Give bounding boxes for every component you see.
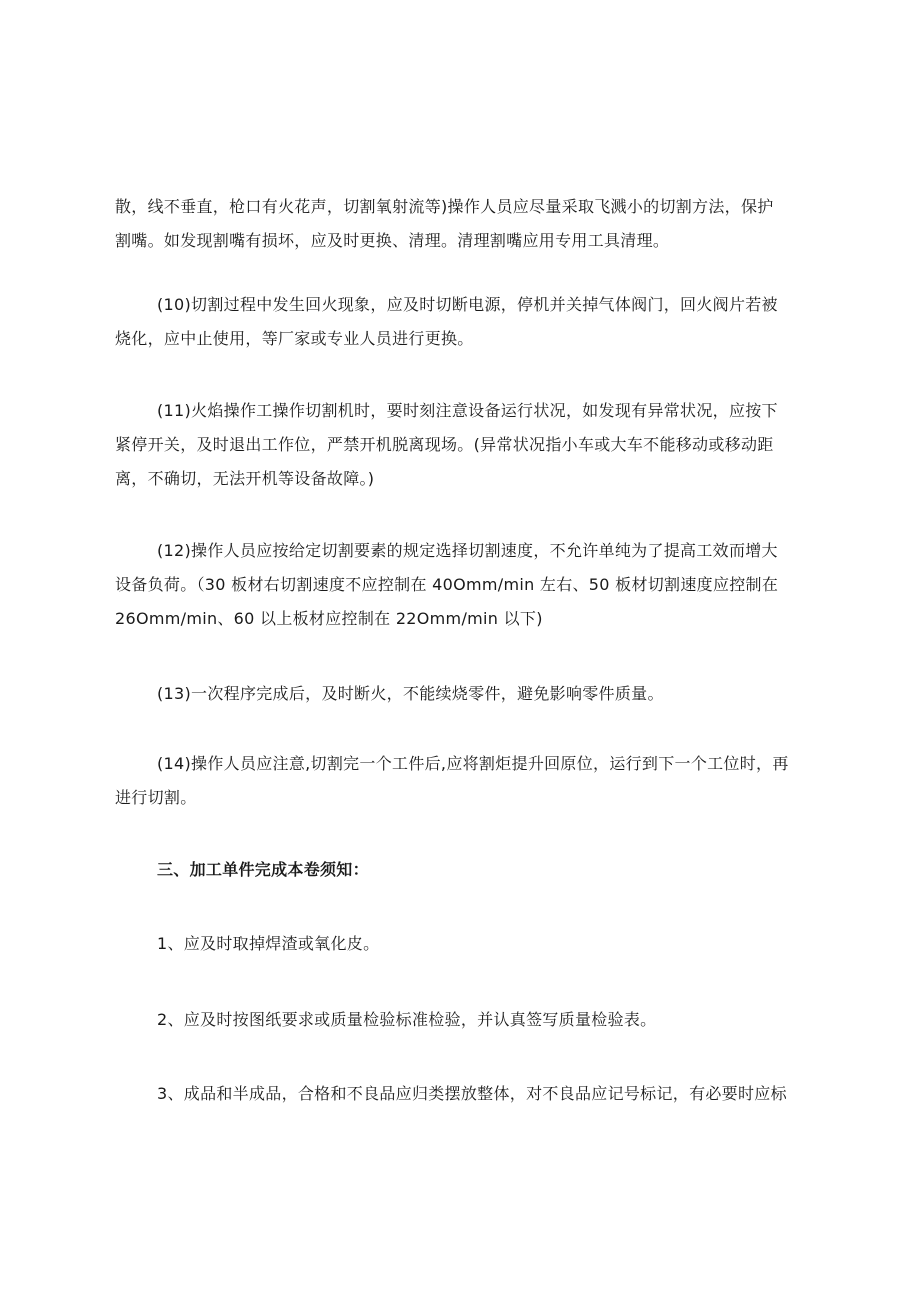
text-line: 26Omm/min、60 以上板材应控制在 22Omm∕min 以下) — [115, 609, 543, 628]
text-line: (10)切割过程中发生回火现象，应及时切断电源，停机并关掉气体阀门，回火阀片若被 — [157, 295, 778, 314]
text-line: 离，不确切，无法开机等设备故障。) — [115, 469, 375, 488]
paragraph-item-14 — [115, 747, 815, 815]
text-line: 散，线不垂直，枪口有火花声，切割氧射流等)操作人员应尽量采取飞溅小的切割方法，保护 — [115, 197, 774, 216]
paragraph-item-10 — [115, 288, 815, 356]
text-line: (14)操作人员应注意,切割完一个工件后,应将割炬提升回原位，运行到下一个工位时，再 — [157, 754, 789, 773]
text-line: (13)一次程序完成后，及时断火，不能续烧零件，避免影响零件质量。 — [157, 684, 664, 703]
text-line: 烧化，应中止使用，等厂家或专业人员进行更换。 — [115, 329, 474, 348]
paragraph-item-13 — [115, 677, 815, 711]
text-line: 进行切割。 — [115, 788, 197, 807]
paragraph-continued — [115, 190, 815, 258]
paragraph-item-12 — [115, 534, 815, 636]
list-item-2: 2、应及时按图纸要求或质量检验标准检验，并认真签写质量检验表。 — [157, 1010, 657, 1029]
text-line: (12)操作人员应按给定切割要素的规定选择切割速度，不允许单纯为了提高工效而增大 — [157, 541, 778, 560]
text-line: 紧停开关，及时退出工作位，严禁开机脱离现场。(异常状况指小车或大车不能移动或移动距 — [115, 435, 774, 454]
text-line: (11)火焰操作工操作切割机时，要时刻注意设备运行状况，如发现有异常状况，应按下 — [157, 401, 778, 420]
paragraph-item-11 — [115, 394, 815, 496]
list-item-3: 3、成品和半成品，合格和不良品应归类摆放整体，对不良品应记号标记，有必要时应标 — [157, 1084, 787, 1103]
text-line: 割嘴。如发现割嘴有损坏，应及时更换、清理。清理割嘴应用专用工具清理。 — [115, 231, 670, 250]
list-item-1: 1、应及时取掉焊渣或氧化皮。 — [157, 934, 380, 953]
section-heading: 三、加工单件完成本卷须知： — [157, 860, 369, 879]
text-line: 设备负荷。（30 板材右切割速度不应控制在 40Omm∕min 左右、50 板材切割速度应控制在 — [115, 575, 779, 594]
